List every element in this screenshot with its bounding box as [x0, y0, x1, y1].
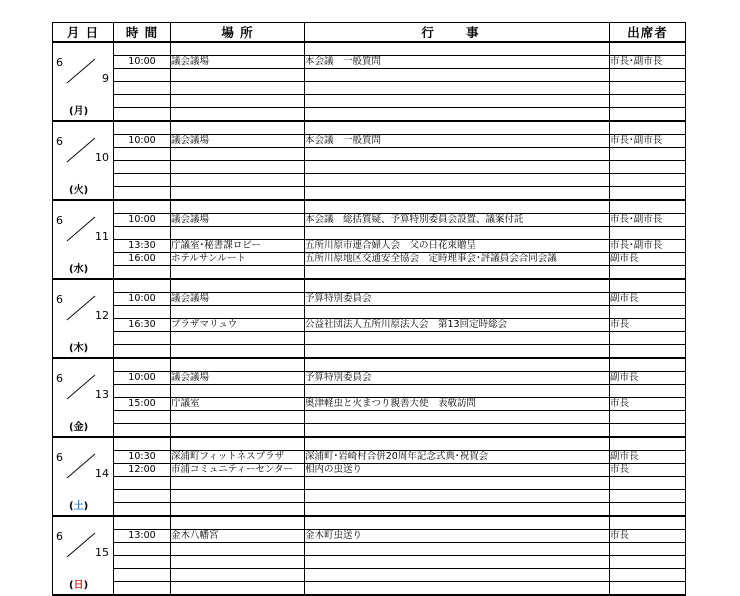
schedule-row [53, 293, 686, 306]
date-month: 6 [56, 451, 63, 464]
weekday-paren-close: ) [83, 106, 89, 117]
date-day: 15 [95, 546, 109, 559]
attendee-cell: 市長･副市長 [610, 214, 686, 227]
schedule-row [53, 69, 686, 82]
place-cell [171, 543, 305, 556]
place-cell [171, 332, 305, 345]
event-cell [305, 200, 610, 214]
event-cell [305, 161, 610, 174]
time-cell [114, 174, 171, 187]
event-cell [305, 108, 610, 122]
event-cell [305, 42, 610, 56]
schedule-row [53, 319, 686, 332]
attendee-cell [610, 503, 686, 517]
schedule-row [53, 556, 686, 569]
event-cell [305, 490, 610, 503]
time-cell: 13:30 [114, 240, 171, 253]
attendee-cell [610, 345, 686, 359]
event-cell: 金木町虫送り [305, 530, 610, 543]
time-cell: 15:00 [114, 398, 171, 411]
weekday-paren-close: ) [83, 580, 89, 591]
attendee-cell: 市長･副市長 [610, 56, 686, 69]
attendee-cell: 市長･副市長 [610, 240, 686, 253]
place-cell [171, 95, 305, 108]
time-cell [114, 108, 171, 122]
schedule-row [53, 174, 686, 187]
time-cell [114, 279, 171, 293]
event-cell: 公益社団法人五所川原法人会 第13回定時総会 [305, 319, 610, 332]
place-cell [171, 411, 305, 424]
place-cell [171, 582, 305, 596]
schedule-table [52, 22, 686, 596]
place-cell: プラザマリュウ [171, 319, 305, 332]
time-cell [114, 516, 171, 530]
time-cell [114, 69, 171, 82]
weekday-label [69, 576, 88, 591]
date-cell [53, 200, 114, 279]
schedule-row [53, 345, 686, 359]
event-cell [305, 174, 610, 187]
time-cell [114, 358, 171, 372]
date-month: 6 [56, 214, 63, 227]
event-cell [305, 121, 610, 135]
time-cell [114, 187, 171, 201]
event-cell [305, 148, 610, 161]
place-cell [171, 108, 305, 122]
event-cell: 本会議 一般質問 [305, 135, 610, 148]
place-cell [171, 161, 305, 174]
time-cell [114, 82, 171, 95]
time-cell [114, 266, 171, 280]
date-slash-line [63, 294, 97, 322]
date-cell [53, 437, 114, 516]
place-cell: 金木八幡宮 [171, 530, 305, 543]
attendee-cell [610, 582, 686, 596]
place-cell [171, 569, 305, 582]
schedule-row [53, 214, 686, 227]
time-cell [114, 556, 171, 569]
schedule-row [53, 451, 686, 464]
event-cell [305, 385, 610, 398]
place-cell [171, 42, 305, 56]
attendee-cell [610, 200, 686, 214]
schedule-row [53, 530, 686, 543]
weekday-paren-close: ) [83, 501, 89, 512]
attendee-cell [610, 543, 686, 556]
place-cell [171, 200, 305, 214]
date-day: 14 [95, 467, 109, 480]
event-cell [305, 516, 610, 530]
time-cell: 10:00 [114, 56, 171, 69]
schedule-row [53, 135, 686, 148]
schedule-row [53, 437, 686, 451]
time-cell: 16:30 [114, 319, 171, 332]
event-cell [305, 411, 610, 424]
schedule-row [53, 582, 686, 596]
time-cell [114, 345, 171, 359]
weekday-paren-open: ( [69, 580, 74, 591]
schedule-row [53, 411, 686, 424]
event-cell [305, 187, 610, 201]
event-cell: 本会議 総括質疑、予算特別委員会設置、議案付託 [305, 214, 610, 227]
event-cell [305, 569, 610, 582]
event-cell [305, 424, 610, 438]
place-cell [171, 358, 305, 372]
time-cell [114, 227, 171, 240]
schedule-row [53, 266, 686, 280]
place-cell: 議会議場 [171, 372, 305, 385]
attendee-cell [610, 69, 686, 82]
time-cell [114, 503, 171, 517]
time-cell: 13:00 [114, 530, 171, 543]
attendee-cell [610, 332, 686, 345]
schedule-row [53, 253, 686, 266]
schedule-row [53, 227, 686, 240]
time-cell [114, 385, 171, 398]
weekday-label [69, 102, 88, 117]
schedule-row [53, 385, 686, 398]
event-cell [305, 582, 610, 596]
date-month: 6 [56, 135, 63, 148]
event-cell [305, 306, 610, 319]
event-cell [305, 503, 610, 517]
date-slash-line [63, 531, 97, 559]
weekday-label [69, 181, 88, 196]
date-day: 9 [102, 72, 109, 85]
event-cell [305, 345, 610, 359]
attendee-cell [610, 516, 686, 530]
weekday-name: 月 [73, 106, 84, 117]
event-cell [305, 543, 610, 556]
event-cell [305, 358, 610, 372]
weekday-name: 火 [73, 185, 84, 196]
place-cell: 議会議場 [171, 56, 305, 69]
attendee-cell [610, 187, 686, 201]
date-slash-line [63, 215, 97, 243]
event-cell [305, 95, 610, 108]
weekday-paren-open: ( [69, 185, 74, 196]
attendee-cell: 市長･副市長 [610, 135, 686, 148]
event-cell: 相内の虫送り [305, 464, 610, 477]
weekday-paren-close: ) [83, 343, 89, 354]
schedule-row [53, 279, 686, 293]
place-cell: 庁議室･秘書課ロビー [171, 240, 305, 253]
schedule-sheet [52, 22, 686, 596]
weekday-paren-close: ) [83, 264, 89, 275]
schedule-row [53, 108, 686, 122]
place-cell [171, 424, 305, 438]
attendee-cell [610, 161, 686, 174]
event-cell [305, 266, 610, 280]
date-month: 6 [56, 56, 63, 69]
time-cell [114, 200, 171, 214]
schedule-row [53, 490, 686, 503]
place-cell [171, 556, 305, 569]
weekday-label [69, 260, 88, 275]
time-cell [114, 582, 171, 596]
date-day: 13 [95, 388, 109, 401]
weekday-paren-open: ( [69, 264, 74, 275]
attendee-cell: 副市長 [610, 293, 686, 306]
date-day: 11 [95, 230, 109, 243]
schedule-row [53, 516, 686, 530]
schedule-body [53, 42, 686, 595]
date-cell [53, 516, 114, 595]
time-cell: 10:30 [114, 451, 171, 464]
place-cell [171, 148, 305, 161]
date-day: 12 [95, 309, 109, 322]
attendee-cell [610, 42, 686, 56]
attendee-cell [610, 108, 686, 122]
attendee-cell [610, 121, 686, 135]
event-cell [305, 332, 610, 345]
header-event-label: 行 事 [421, 25, 493, 40]
time-cell [114, 95, 171, 108]
attendee-cell: 市長 [610, 464, 686, 477]
attendee-cell: 副市長 [610, 372, 686, 385]
weekday-label [69, 339, 88, 354]
schedule-row [53, 240, 686, 253]
time-cell: 10:00 [114, 372, 171, 385]
weekday-name: 木 [73, 343, 84, 354]
date-slash-line [63, 136, 97, 164]
date-slash-line [63, 373, 97, 401]
schedule-row [53, 161, 686, 174]
schedule-row [53, 503, 686, 517]
attendee-cell [610, 437, 686, 451]
time-cell [114, 543, 171, 556]
attendee-cell [610, 266, 686, 280]
weekday-paren-open: ( [69, 422, 74, 433]
attendee-cell [610, 411, 686, 424]
weekday-paren-close: ) [83, 422, 89, 433]
date-month: 6 [56, 293, 63, 306]
event-cell: 予算特別委員会 [305, 372, 610, 385]
place-cell: 市浦コミュニティーセンター [171, 464, 305, 477]
schedule-row [53, 569, 686, 582]
attendee-cell: 市長 [610, 319, 686, 332]
time-cell: 10:00 [114, 293, 171, 306]
event-cell: 深浦町･岩崎村合併20周年記念式典･祝賀会 [305, 451, 610, 464]
schedule-row [53, 200, 686, 214]
date-month: 6 [56, 372, 63, 385]
date-day: 10 [95, 151, 109, 164]
time-cell [114, 332, 171, 345]
event-cell [305, 69, 610, 82]
date-slash-line [63, 57, 97, 85]
attendee-cell [610, 490, 686, 503]
date-cell [53, 42, 114, 121]
attendee-cell [610, 227, 686, 240]
time-cell [114, 161, 171, 174]
header-time: 時 間 [114, 23, 171, 43]
event-cell [305, 477, 610, 490]
event-cell: 奥津軽虫と火まつり親善大使 表敬訪問 [305, 398, 610, 411]
time-cell [114, 569, 171, 582]
schedule-row [53, 543, 686, 556]
date-cell [53, 121, 114, 200]
attendee-cell [610, 358, 686, 372]
schedule-row [53, 332, 686, 345]
weekday-paren-open: ( [69, 106, 74, 117]
weekday-label [69, 497, 88, 512]
event-cell: 五所川原市連合婦人会 父の日花束贈呈 [305, 240, 610, 253]
place-cell [171, 69, 305, 82]
event-cell: 本会議 一般質問 [305, 56, 610, 69]
header-place: 場 所 [171, 23, 305, 43]
time-cell [114, 411, 171, 424]
place-cell: 議会議場 [171, 293, 305, 306]
place-cell [171, 266, 305, 280]
event-cell [305, 227, 610, 240]
schedule-row [53, 477, 686, 490]
weekday-name: 金 [73, 422, 84, 433]
time-cell [114, 42, 171, 56]
place-cell [171, 385, 305, 398]
attendee-cell [610, 306, 686, 319]
attendee-cell: 副市長 [610, 253, 686, 266]
weekday-label [69, 418, 88, 433]
attendee-cell [610, 569, 686, 582]
schedule-row [53, 82, 686, 95]
attendee-cell [610, 279, 686, 293]
place-cell [171, 345, 305, 359]
time-cell [114, 121, 171, 135]
attendee-cell: 副市長 [610, 451, 686, 464]
time-cell: 16:00 [114, 253, 171, 266]
attendee-cell [610, 174, 686, 187]
attendee-cell [610, 556, 686, 569]
attendee-cell [610, 148, 686, 161]
weekday-paren-close: ) [83, 185, 89, 196]
attendee-cell [610, 95, 686, 108]
time-cell [114, 437, 171, 451]
place-cell [171, 477, 305, 490]
date-slash-line [63, 452, 97, 480]
place-cell [171, 227, 305, 240]
attendee-cell: 市長 [610, 398, 686, 411]
date-cell [53, 279, 114, 358]
schedule-row [53, 121, 686, 135]
event-cell [305, 437, 610, 451]
header-event [305, 23, 610, 43]
place-cell: 深浦町フィットネスプラザ [171, 451, 305, 464]
attendee-cell [610, 424, 686, 438]
schedule-row [53, 372, 686, 385]
schedule-row [53, 56, 686, 69]
event-cell: 五所川原地区交通安全協会 定時理事会･評議員会合同会議 [305, 253, 610, 266]
place-cell [171, 279, 305, 293]
header-attendee: 出席者 [610, 23, 686, 43]
time-cell [114, 424, 171, 438]
place-cell: 議会議場 [171, 214, 305, 227]
schedule-row [53, 187, 686, 201]
schedule-row [53, 398, 686, 411]
place-cell [171, 187, 305, 201]
schedule-row [53, 358, 686, 372]
time-cell [114, 477, 171, 490]
schedule-row [53, 148, 686, 161]
time-cell: 10:00 [114, 135, 171, 148]
attendee-cell [610, 82, 686, 95]
schedule-row [53, 464, 686, 477]
time-cell: 12:00 [114, 464, 171, 477]
attendee-cell [610, 477, 686, 490]
place-cell [171, 121, 305, 135]
time-cell [114, 306, 171, 319]
schedule-row [53, 306, 686, 319]
schedule-row [53, 424, 686, 438]
weekday-paren-open: ( [69, 501, 74, 512]
time-cell [114, 490, 171, 503]
event-cell [305, 82, 610, 95]
place-cell [171, 174, 305, 187]
place-cell [171, 437, 305, 451]
time-cell [114, 148, 171, 161]
place-cell [171, 516, 305, 530]
attendee-cell [610, 385, 686, 398]
header-row [53, 23, 686, 43]
place-cell [171, 503, 305, 517]
time-cell: 10:00 [114, 214, 171, 227]
schedule-row [53, 42, 686, 56]
place-cell [171, 306, 305, 319]
place-cell: 庁議室 [171, 398, 305, 411]
place-cell [171, 490, 305, 503]
date-month: 6 [56, 530, 63, 543]
attendee-cell: 市長 [610, 530, 686, 543]
place-cell: ホテルサンルート [171, 253, 305, 266]
weekday-name: 日 [73, 580, 84, 591]
place-cell: 議会議場 [171, 135, 305, 148]
event-cell: 予算特別委員会 [305, 293, 610, 306]
header-date: 月 日 [53, 23, 114, 43]
event-cell [305, 279, 610, 293]
date-cell [53, 358, 114, 437]
place-cell [171, 82, 305, 95]
weekday-name: 土 [73, 501, 84, 512]
event-cell [305, 556, 610, 569]
weekday-paren-open: ( [69, 343, 74, 354]
schedule-row [53, 95, 686, 108]
weekday-name: 水 [73, 264, 84, 275]
